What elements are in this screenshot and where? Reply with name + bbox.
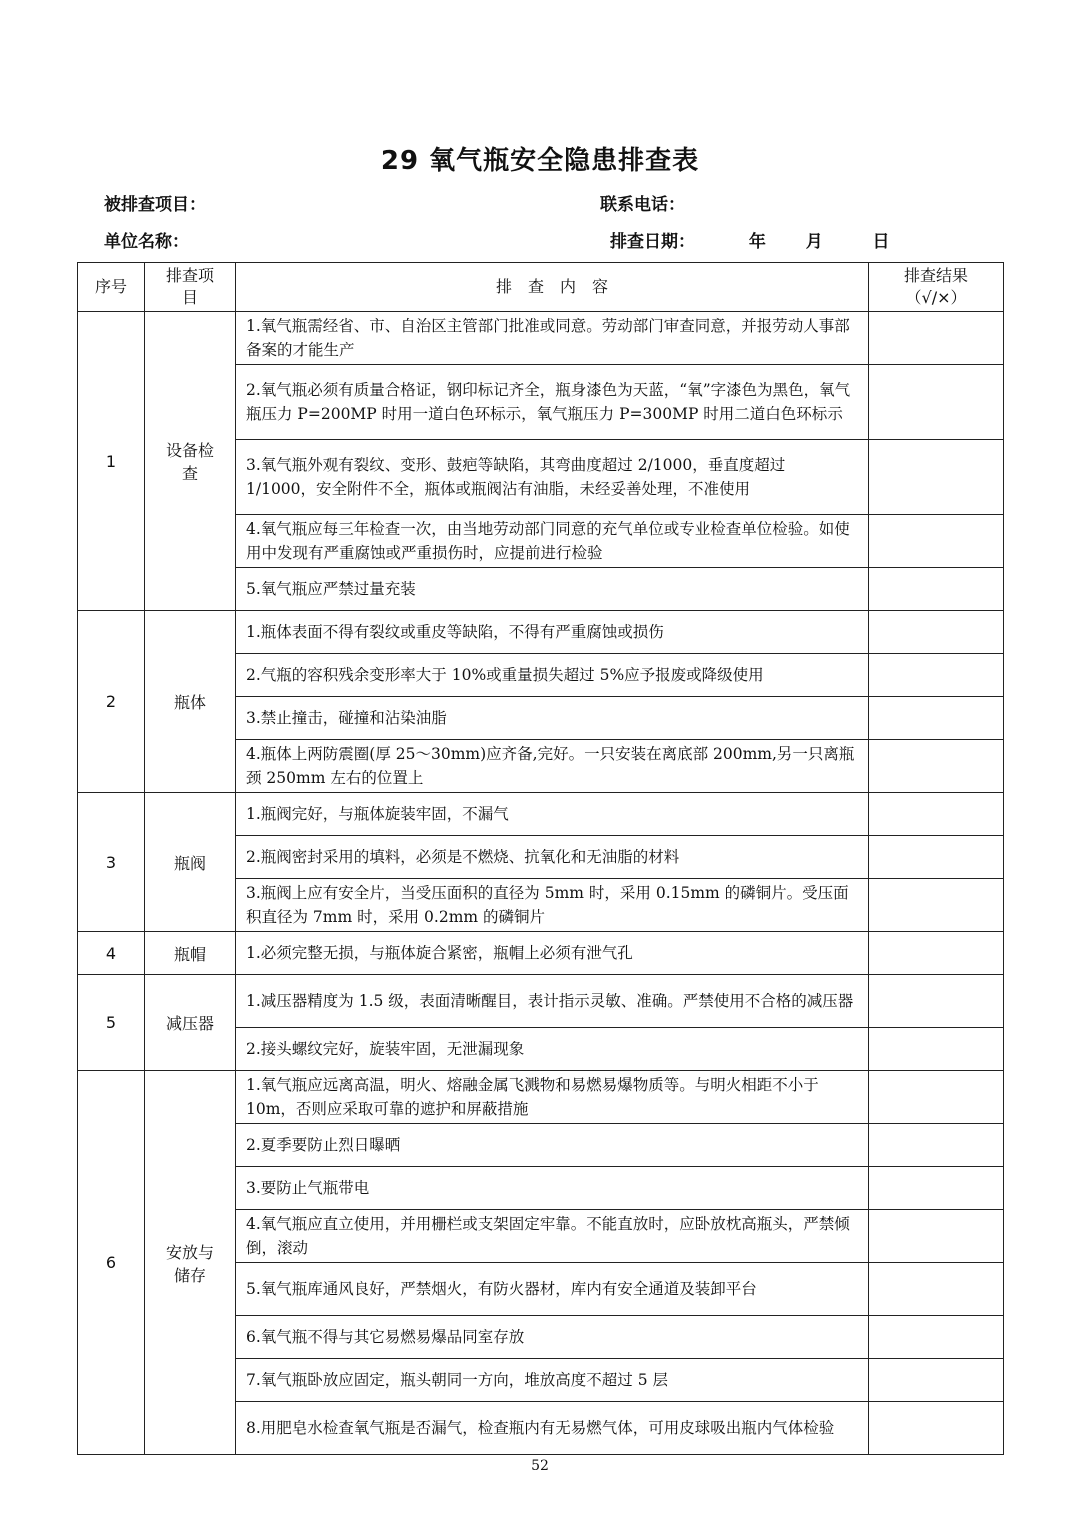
result-cell[interactable] <box>869 697 1004 740</box>
result-cell[interactable] <box>869 312 1004 365</box>
result-cell[interactable] <box>869 365 1004 440</box>
table-row <box>78 1071 1004 1124</box>
row-category-text: 设备检查 <box>165 441 214 483</box>
result-cell[interactable] <box>869 515 1004 568</box>
item-text: 3.禁止撞击，碰撞和沾染油脂 <box>236 697 869 740</box>
item-text: 1.氧气瓶需经省、市、自治区主管部门批准或同意。劳动部门审查同意，并报劳动人事部备案的才能生产 <box>236 312 869 365</box>
date-label: 排查日期： <box>610 232 695 252</box>
project-label: 被排查项目： <box>104 195 206 215</box>
result-cell[interactable] <box>869 879 1004 932</box>
header-no: 序号 <box>78 263 145 312</box>
result-cell[interactable] <box>869 793 1004 836</box>
table-row <box>78 932 1004 975</box>
row-category <box>145 312 236 611</box>
row-number: 2 <box>78 611 145 793</box>
row-number: 4 <box>78 932 145 975</box>
item-text: 4.氧气瓶应每三年检查一次，由当地劳动部门同意的充气单位或专业检查单位检验。如使用中发现有严重腐蚀或严重损伤时，应提前进行检验 <box>236 515 869 568</box>
item-text: 2.气瓶的容积残余变形率大于 10%或重量损失超过 5%应予报废或降级使用 <box>236 654 869 697</box>
result-cell[interactable] <box>869 611 1004 654</box>
row-category-text: 安放与储存 <box>165 1242 214 1285</box>
row-category: 瓶阀 <box>145 793 236 932</box>
header-category <box>145 263 236 312</box>
page-title: 29 氧气瓶安全隐患排查表 <box>380 146 700 176</box>
row-category: 瓶帽 <box>145 932 236 975</box>
item-text: 2.接头螺纹完好，旋装牢固，无泄漏现象 <box>236 1028 869 1071</box>
unit-label: 单位名称： <box>104 232 189 252</box>
header-row <box>78 263 1004 312</box>
row-number: 1 <box>78 312 145 611</box>
result-cell[interactable] <box>869 1402 1004 1455</box>
table-row <box>78 975 1004 1028</box>
item-text: 8.用肥皂水检查氧气瓶是否漏气，检查瓶内有无易燃气体，可用皮球吸出瓶内气体检验 <box>236 1402 869 1455</box>
table-row <box>78 312 1004 365</box>
result-cell[interactable] <box>869 1263 1004 1316</box>
result-cell[interactable] <box>869 740 1004 793</box>
item-text: 2.氧气瓶必须有质量合格证，钢印标记齐全，瓶身漆色为天蓝，“氧”字漆色为黑色，氧气瓶压力 P=200MP 时用一道白色环标示，氧气瓶压力 P=300MP 时用二道白色环标示 <box>236 365 869 440</box>
result-cell[interactable] <box>869 1124 1004 1167</box>
result-cell[interactable] <box>869 1316 1004 1359</box>
result-cell[interactable] <box>869 1028 1004 1071</box>
item-text: 7.氧气瓶卧放应固定，瓶头朝同一方向，堆放高度不超过 5 层 <box>236 1359 869 1402</box>
item-text: 3.要防止气瓶带电 <box>236 1167 869 1210</box>
row-number: 3 <box>78 793 145 932</box>
row-category <box>145 1071 236 1455</box>
item-text: 1.瓶阀完好，与瓶体旋装牢固，不漏气 <box>236 793 869 836</box>
header-result-text: 排查结果 <box>903 266 968 285</box>
result-cell[interactable] <box>869 1071 1004 1124</box>
result-cell[interactable] <box>869 654 1004 697</box>
result-cell[interactable] <box>869 568 1004 611</box>
phone-label: 联系电话： <box>600 195 685 215</box>
item-text: 4.氧气瓶应直立使用，并用栅栏或支架固定牢靠。不能直放时，应卧放枕高瓶头，严禁倾倒，滚动 <box>236 1210 869 1263</box>
item-text: 1.减压器精度为 1.5 级，表面清晰醒目，表计指示灵敏、准确。严禁使用不合格的减压器 <box>236 975 869 1028</box>
result-cell[interactable] <box>869 836 1004 879</box>
header-category-text: 排查项目 <box>165 266 214 307</box>
item-text: 5.氧气瓶应严禁过量充装 <box>236 568 869 611</box>
item-text: 6.氧气瓶不得与其它易燃易爆品同室存放 <box>236 1316 869 1359</box>
row-number: 5 <box>78 975 145 1071</box>
item-text: 1.氧气瓶应远离高温，明火、熔融金属飞溅物和易燃易爆物质等。与明火相距不小于 10m，否则应采取可靠的遮护和屏蔽措施 <box>236 1071 869 1124</box>
table-row <box>78 611 1004 654</box>
result-cell[interactable] <box>869 1359 1004 1402</box>
page-number: 52 <box>531 1458 549 1474</box>
result-cell[interactable] <box>869 1210 1004 1263</box>
date-day: 日 <box>872 232 890 252</box>
result-cell[interactable] <box>869 932 1004 975</box>
row-category: 瓶体 <box>145 611 236 793</box>
item-text: 2.夏季要防止烈日曝晒 <box>236 1124 869 1167</box>
table-row <box>78 793 1004 836</box>
result-cell[interactable] <box>869 440 1004 515</box>
item-text: 3.瓶阀上应有安全片，当受压面积的直径为 5mm 时，采用 0.15mm 的磷铜片。受压面积直径为 7mm 时，采用 0.2mm 的磷铜片 <box>236 879 869 932</box>
row-number: 6 <box>78 1071 145 1455</box>
item-text: 5.氧气瓶库通风良好，严禁烟火，有防火器材，库内有安全通道及装卸平台 <box>236 1263 869 1316</box>
row-category: 减压器 <box>145 975 236 1071</box>
date-year: 年 <box>748 232 766 252</box>
date-line <box>610 227 890 252</box>
inspection-table <box>77 262 1004 1455</box>
header-result-sub: （√/×） <box>905 288 967 307</box>
item-text: 1.必须完整无损，与瓶体旋合紧密，瓶帽上必须有泄气孔 <box>236 932 869 975</box>
item-text: 1.瓶体表面不得有裂纹或重皮等缺陷，不得有严重腐蚀或损伤 <box>236 611 869 654</box>
item-text: 3.氧气瓶外观有裂纹、变形、鼓疤等缺陷，其弯曲度超过 2/1000，垂直度超过 1/1000，安全附件不全，瓶体或瓶阀沾有油脂，未经妥善处理，不准使用 <box>236 440 869 515</box>
header-content: 排 查 内 容 <box>236 263 869 312</box>
date-month: 月 <box>805 232 823 252</box>
result-cell[interactable] <box>869 1167 1004 1210</box>
header-result <box>869 263 1004 312</box>
item-text: 4.瓶体上两防震圈(厚 25～30mm)应齐备,完好。一只安装在离底部 200mm,另一只离瓶颈 250mm 左右的位置上 <box>236 740 869 793</box>
table-body <box>78 312 1004 1455</box>
result-cell[interactable] <box>869 975 1004 1028</box>
item-text: 2.瓶阀密封采用的填料，必须是不燃烧、抗氧化和无油脂的材料 <box>236 836 869 879</box>
